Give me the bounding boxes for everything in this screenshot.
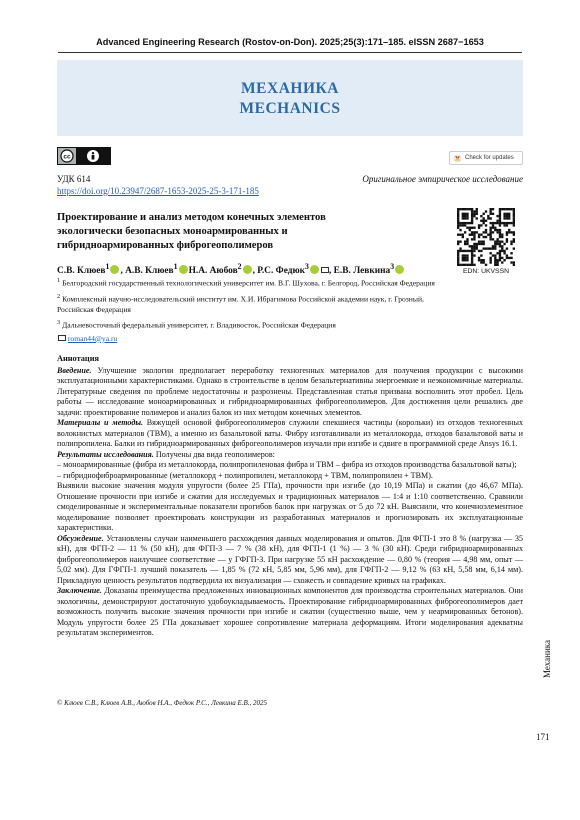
affil-text: Белгородский государственный технологический университет им. В.Г. Шухова, г. Белгород, Российская Федерация — [62, 278, 435, 288]
abstract-results — [57, 450, 523, 461]
udk-code: УДК 614 — [57, 174, 91, 184]
section-side-label: Механика — [542, 640, 552, 678]
section-title-ru: МЕХАНИКА — [241, 80, 339, 97]
author-affil-sup: 3 — [390, 262, 395, 271]
journal-header: Advanced Engineering Research (Rostov-on-Don). 2025;25(3):171–185. eISSN 2687−1653 — [96, 37, 484, 47]
results-text: Выявили высокие значения модуля упругости (более 25 ГПа), прочности при изгибе (до 10,19 МПа) и сжатии (до 46,67 МПа). Отношение прочности при изгибе и сжатии для исследуемых и традиционных материалов — 1:4 и 1:10 соответственно. Сравнили смоделированные и экспериментальные показатели прогибов балок при нагрузках от 5 до 72 кН. Выяснили, что конечноэлементное моделирование позволяет проектировать конструкции из разработанных материалов и прогнозировать их эксплуатационные характеристики. — [57, 481, 523, 532]
envelope-icon[interactable] — [321, 267, 329, 273]
results-item: – моноармированные (фибра из металлокорда, полипропиленовая фибра и ТВМ – фибра из отходов производства базальтовой ваты); — [57, 460, 517, 469]
affil-sup: 2 — [57, 292, 61, 300]
page-number: 171 — [536, 732, 550, 742]
affil-sup: 1 — [57, 277, 61, 284]
check-updates-icon — [453, 154, 462, 163]
author-name: Н.А. Аюбов — [188, 266, 238, 277]
affil-sup: 3 — [57, 318, 61, 326]
affil-text: Комплексный научно-исследовательский институт им. Х.И. Ибрагимова Российской академии наук, г. Грозный, Российская Федерация — [57, 294, 424, 314]
discussion-text: Установлены случаи наименьшего расхождения данных моделирования и опытов. Для ФГП-1 это 8 % (нагрузка — 35 кН), для ФГП-2 — 11 % (50 кН), для ФГП-3 — 7 % (38 кН), для ФГП-1 (1 %) — 3 % (30 кН). Среди гибридноармированных фиброгеополимеров наилучшее соответствие — у ГФГП-3. При нагрузке 55 кН расхождение — 0,80 % (теория — 4,98 мм, опыт — 5,02 мм). Для ГФГП-1 лучший показатель — 1,85 % (72 кН, 5,85 мм, 5,96 мм), для ГФГП-2 — 9,12 % (63 кН, 5,58 мм, 6,14 мм). Прикладную ценность результатов подтвердила их визуализация — схожесть и совпадение кривых на графиках. — [57, 533, 523, 585]
conclusion-label: Заключение. — [57, 586, 102, 595]
abstract-heading: Аннотация — [57, 354, 99, 363]
discussion-label: Обсуждение. — [57, 533, 104, 543]
abstract — [57, 354, 523, 639]
orcid-icon[interactable] — [395, 265, 404, 274]
orcid-icon[interactable] — [110, 265, 119, 274]
results-intro: Получены два вида геополимеров: — [155, 449, 275, 459]
results-item: – гибриднофиброармированные (металлокорд + полипропилен, металлокорд + ТВМ, полипропилен + ТВМ). — [57, 470, 433, 480]
author-name: , Е.В. Левкина — [328, 266, 391, 277]
cc-icon — [58, 148, 76, 164]
orcid-icon[interactable] — [310, 265, 319, 274]
methods-text: Вяжущей основой фиброгеополимеров служили спекшиеся частицы (корольки) из отходов техногенных волокнистых материалов (ТВМ), а именно из базальтовой ваты. Фибру изготавливали из металлокорда, отходов базальтовой ваты и полипропилена. Балки из гибридноармированных фиброгеополимеров изучали при изгибе и сдвиге в программной среде Ansys 16.1. — [57, 418, 523, 448]
abstract-intro — [57, 366, 523, 419]
author-name: , А.В. Клюев — [120, 266, 174, 277]
author-affil-sup: 3 — [305, 262, 309, 271]
edn-code: EDN: UKVSSN — [462, 268, 510, 275]
qr-code — [457, 208, 515, 266]
copyright-line: © Клюев С.В., Клюев А.В., Аюбов Н.А., Федюк Р.С., Левкина Е.В., 2025 — [57, 699, 268, 707]
cc-by-license-icon[interactable] — [57, 147, 111, 165]
envelope-icon — [58, 335, 66, 341]
affiliation — [57, 292, 457, 315]
intro-label: Введение. — [57, 365, 92, 375]
affil-text: Дальневосточный федеральный университет, г. Владивосток, Российская Федерация — [62, 320, 336, 330]
section-banner — [57, 60, 523, 136]
doi-link[interactable]: https://doi.org/10.23947/2687-1653-2025-25-3-171-185 — [57, 186, 259, 196]
svg-text:cc: cc — [63, 153, 71, 161]
article-type: Оригинальное эмпирическое исследование — [362, 174, 523, 184]
author-affil-sup: 1 — [105, 262, 110, 271]
results-label: Результаты исследования. — [57, 449, 154, 459]
orcid-icon[interactable] — [179, 265, 188, 274]
authors-line — [57, 262, 405, 276]
header-divider — [58, 52, 522, 53]
affiliation — [57, 318, 457, 331]
article-title: Проектирование и анализ методом конечных элементов экологически безопасных моноармированных и гибридноармированных фиброгеополимеров — [57, 212, 326, 251]
affiliations — [57, 276, 457, 347]
author-name: С.В. Клюев — [57, 266, 106, 277]
author-affil-sup: 1 — [173, 262, 178, 271]
check-updates-label: Check for updates — [465, 155, 514, 161]
abstract-conclusion — [57, 586, 523, 639]
check-for-updates-button[interactable] — [449, 151, 523, 165]
intro-text: Улучшение экологии предполагает переработку техногенных материалов для получения продукции с высокими эксплуатационными характеристиками. Однако в строительстве в целом безальтернативны энергоемкие и неэкономичные материалы. Литературные сведения по проблеме недостаточны и разрознены. Представленная статья призвана восполнить этот пробел. Цель работы — исследование моноармированных и гибридноармированных фиброгеополимеров. Для достижения цели решались две задачи: проектирование полимеров и анализ балок из них методом конечных элементов. — [57, 365, 523, 417]
orcid-icon[interactable] — [243, 265, 252, 274]
affiliation — [57, 276, 457, 289]
author-name: , Р.С. Федюк — [252, 266, 306, 277]
attribution-icon — [76, 148, 110, 164]
methods-label: Материалы и методы. — [57, 418, 143, 427]
abstract-methods — [57, 418, 523, 450]
email-link[interactable]: roman44@ya.ru — [67, 333, 118, 343]
email-line — [57, 334, 457, 344]
conclusion-text: Доказаны преимущества предложенных инновационных компонентов для производства строительных материалов. Они экологичны, демонстрируют достаточную удобоукладываемость. Проектирование гибридноармированных фиброгеополимеров дает возможность получить высокие значения прочности при изгибе и сжатии (существенно выше, чем у неармированных бетонов). Модуль упругости более 25 ГПа доказывает хорошее сопротивление материала деформациям. Итоги моделирования адекватны результатам экспериментов. — [57, 586, 524, 637]
section-title-en: MECHANICS — [239, 100, 341, 117]
abstract-discussion — [57, 534, 523, 587]
author-affil-sup: 2 — [237, 262, 242, 271]
